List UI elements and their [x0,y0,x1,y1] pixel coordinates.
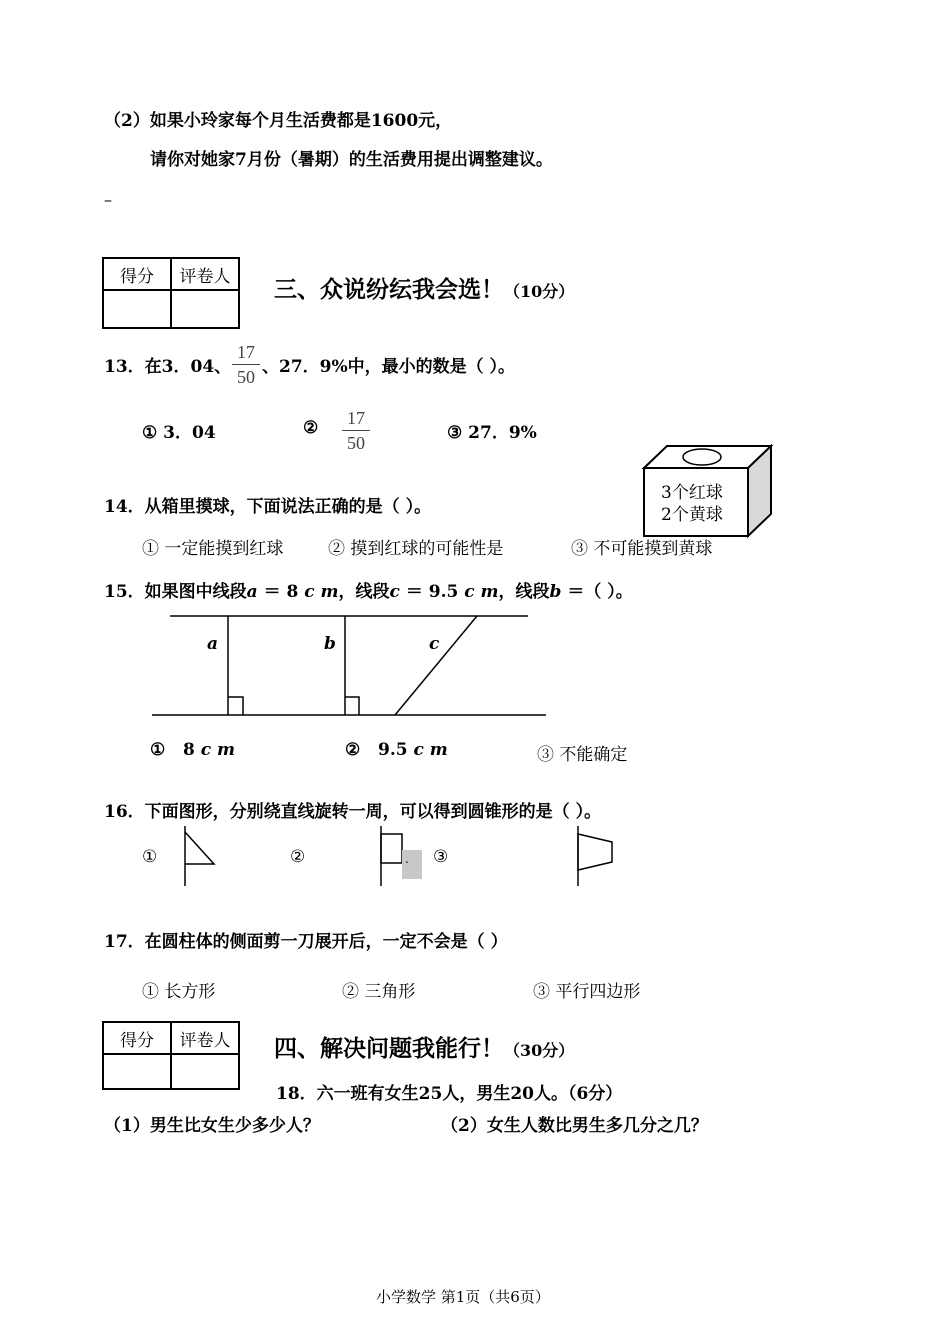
q12-part2-line1: （2）如果小玲家每个月生活费都是1600元， [104,111,453,131]
q15-option-2[interactable]: ② 9.5 c m [345,740,448,760]
ball-box-line2: 2个黄球 [661,505,723,525]
q16-option-3[interactable]: ③ [433,847,449,867]
section3-title: 三、众说纷纭我会选！（10分） [274,276,575,303]
section4-points: （30分） [504,1041,575,1060]
q18-question: 18．六一班有女生25人，男生20人。（6分） [276,1084,623,1104]
stray-dash: – [104,190,112,209]
q16-question: 16．下面图形，分别绕直线旋转一周，可以得到圆锥形的是（ ）。 [104,802,602,822]
q14-question: 14．从箱里摸球，下面说法正确的是（ ）。 [104,497,432,517]
q13-option-3[interactable]: ③ 27．9% [447,423,537,443]
q15-option-3[interactable]: ③ 不能确定 [537,745,628,765]
q18-part1: （1）男生比女生少多少人？ [104,1116,320,1136]
segment-figure [152,616,546,715]
q13-suffix: 、27．9%中，最小的数是（ ）。 [262,357,516,377]
grader-cell[interactable] [171,1054,239,1089]
q17-option-3[interactable]: ③ 平行四边形 [533,982,641,1002]
score-cell[interactable] [103,1054,171,1089]
q14-option-2[interactable]: ② 摸到红球的可能性是 [328,539,504,559]
score-label: 得分 [103,258,171,290]
page-footer: 小学数学 第1页（共6页） [376,1288,550,1306]
q13-option-1[interactable]: ① 3．04 [142,423,216,443]
q18-part2: （2）女生人数比男生多几分之几？ [441,1116,708,1136]
label-c: c [429,634,440,654]
q16-option-2[interactable]: ② [290,847,306,867]
frac-denominator: 50 [237,367,255,387]
section3-points: （10分） [504,282,575,301]
q17-option-2[interactable]: ② 三角形 [342,982,416,1002]
score-label: 得分 [103,1022,171,1054]
q15-question: 15．如果图中线段a ＝ 8 c m，线段c ＝ 9.5 c m，线段b ＝（ ）。 [104,582,633,602]
grader-label: 评卷人 [171,1022,239,1054]
q13-prefix: 13．在3．04、 [104,357,232,377]
q13-option-2[interactable]: ② [303,418,319,438]
ball-box-line1: 3个红球 [661,483,723,503]
q14-option-3[interactable]: ③ 不可能摸到黄球 [571,539,713,559]
q16-option-1[interactable]: ① [142,847,158,867]
label-b: b [324,634,336,654]
q12-part2-line2: 请你对她家7月份（暑期）的生活费用提出调整建议。 [150,150,553,170]
section4-title: 四、解决问题我能行！（30分） [274,1035,575,1062]
q15-option-1[interactable]: ① 8 c m [150,740,236,760]
q17-question: 17．在圆柱体的侧面剪一刀展开后，一定不会是（ ） [104,932,508,952]
q14-option-1[interactable]: ① 一定能摸到红球 [142,539,284,559]
label-a: a [207,634,219,654]
rotation-shapes [185,826,612,886]
q16-dot: . [405,852,409,866]
score-box-section4 [102,1021,240,1090]
q13-option-2-fraction: 17 50 [342,407,370,454]
grader-label: 评卷人 [171,258,239,290]
q17-option-1[interactable]: ① 长方形 [142,982,216,1002]
frac-numerator: 17 [237,342,255,362]
